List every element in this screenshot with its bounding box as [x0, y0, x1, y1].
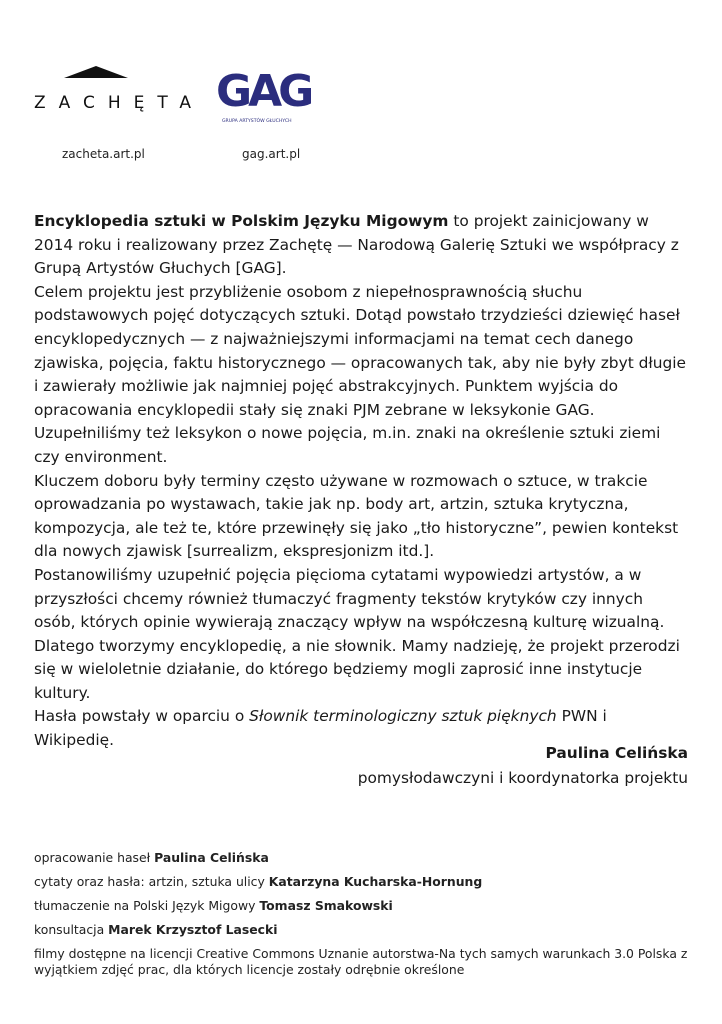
- dictionary-title: Słownik terminologiczny sztuk pięknych: [249, 707, 557, 726]
- intro-p1-text: to projekt zainicjowany w 2014 roku i realizowany przez Zachętę — Narodową Galerię Sztuki we współpracy z Grupą Artystów Głuchych [GAG].: [34, 212, 679, 278]
- credit-person: Paulina Celińska: [154, 850, 269, 865]
- zacheta-logo-wordmark: ZACHĘTA: [34, 93, 205, 113]
- zacheta-logo: [34, 64, 205, 116]
- encyclopedia-title: Encyklopedia sztuki w Polskim Języku Migowym: [34, 212, 449, 230]
- intro-paragraph-2: Celem projektu jest przybliżenie osobom z niepełnosprawnością słuchu podstawowych pojęć dotyczących sztuki. Dotąd powstało trzydzieści dziewięć haseł encyklopedycznych — z najważniejszymi informacjami na temat cech danego zjawiska, pojęcia, faktu historycznego — opracowanych tak, aby nie były zbyt długie i zawierały możliwie jak najmniej pojęć abstrakcyjnych. Punktem wyjścia do opracowania encyklopedii stały się znaki PJM zebrane w leksykonie GAG. Uzupełniliśmy też leksykon o nowe pojęcia, m.in. znaki na określenie sztuki ziemi czy environment.: [34, 282, 687, 466]
- gag-logo-subtitle: GRUPA ARTYSTÓW GŁUCHYCH: [222, 119, 292, 124]
- gag-logo-wordmark: GAG: [216, 66, 311, 117]
- credit-row: [34, 874, 694, 890]
- intro-paragraph-3: Kluczem doboru były terminy często używane w rozmowach o sztuce, w trakcie oprowadzania po wystawach, takie jak np. body art, artzin, sztuka krytyczna, kompozycja, ale też te, które przewinęły się jako „tło historyczne”, pewien kontekst dla nowych zjawisk [surrealizm, ekspresjonizm itd.].: [34, 471, 679, 561]
- credit-label: konsultacja: [34, 922, 109, 937]
- intro-text: [34, 210, 688, 753]
- gag-url[interactable]: gag.art.pl: [242, 147, 301, 161]
- credit-label: opracowanie haseł: [34, 850, 155, 865]
- credit-row: [34, 850, 694, 866]
- credits: [34, 850, 694, 986]
- intro-p5-post: PWN i Wikipedię.: [34, 707, 607, 750]
- intro-paragraph-4: Postanowiliśmy uzupełnić pojęcia pięcioma cytatami wypowiedzi artystów, a w przyszłości chcemy również tłumaczyć fragmenty tekstów krytyków czy innych osób, których opinie wywierają znaczący wpływ na współczesną kulturę wizualną. Dlatego tworzymy encyklopedię, a nie słownik. Mamy nadzieję, że projekt przerodzi się w wieloletnie działanie, do którego będziemy mogli zaprosić inne instytucje kultury.: [34, 565, 680, 702]
- signature: [358, 741, 688, 791]
- signature-name: Paulina Celińska: [545, 744, 688, 762]
- intro-p5-pre: Hasła powstały w oparciu o: [34, 707, 250, 726]
- zacheta-url[interactable]: zacheta.art.pl: [62, 147, 145, 161]
- credit-person: Marek Krzysztof Lasecki: [108, 922, 278, 937]
- credit-person: Katarzyna Kucharska-Hornung: [268, 874, 483, 889]
- credit-row: [34, 898, 694, 914]
- intro-paragraph-1: [34, 210, 688, 281]
- license-note: filmy dostępne na licencji Creative Commons Uznanie autorstwa-Na tych samych warunkach 3.0 Polska z wyjątkiem zdjęć prac, dla których licencje zostały odrębnie określone: [34, 946, 688, 977]
- gag-logo: [216, 62, 320, 130]
- credit-row: [34, 922, 694, 938]
- credit-label: cytaty oraz hasła: artzin, sztuka ulicy: [34, 874, 269, 889]
- credit-person: Tomasz Smakowski: [259, 898, 393, 913]
- credit-label: tłumaczenie na Polski Język Migowy: [34, 898, 260, 913]
- signature-role: pomysłodawczyni i koordynatorka projektu: [357, 769, 688, 787]
